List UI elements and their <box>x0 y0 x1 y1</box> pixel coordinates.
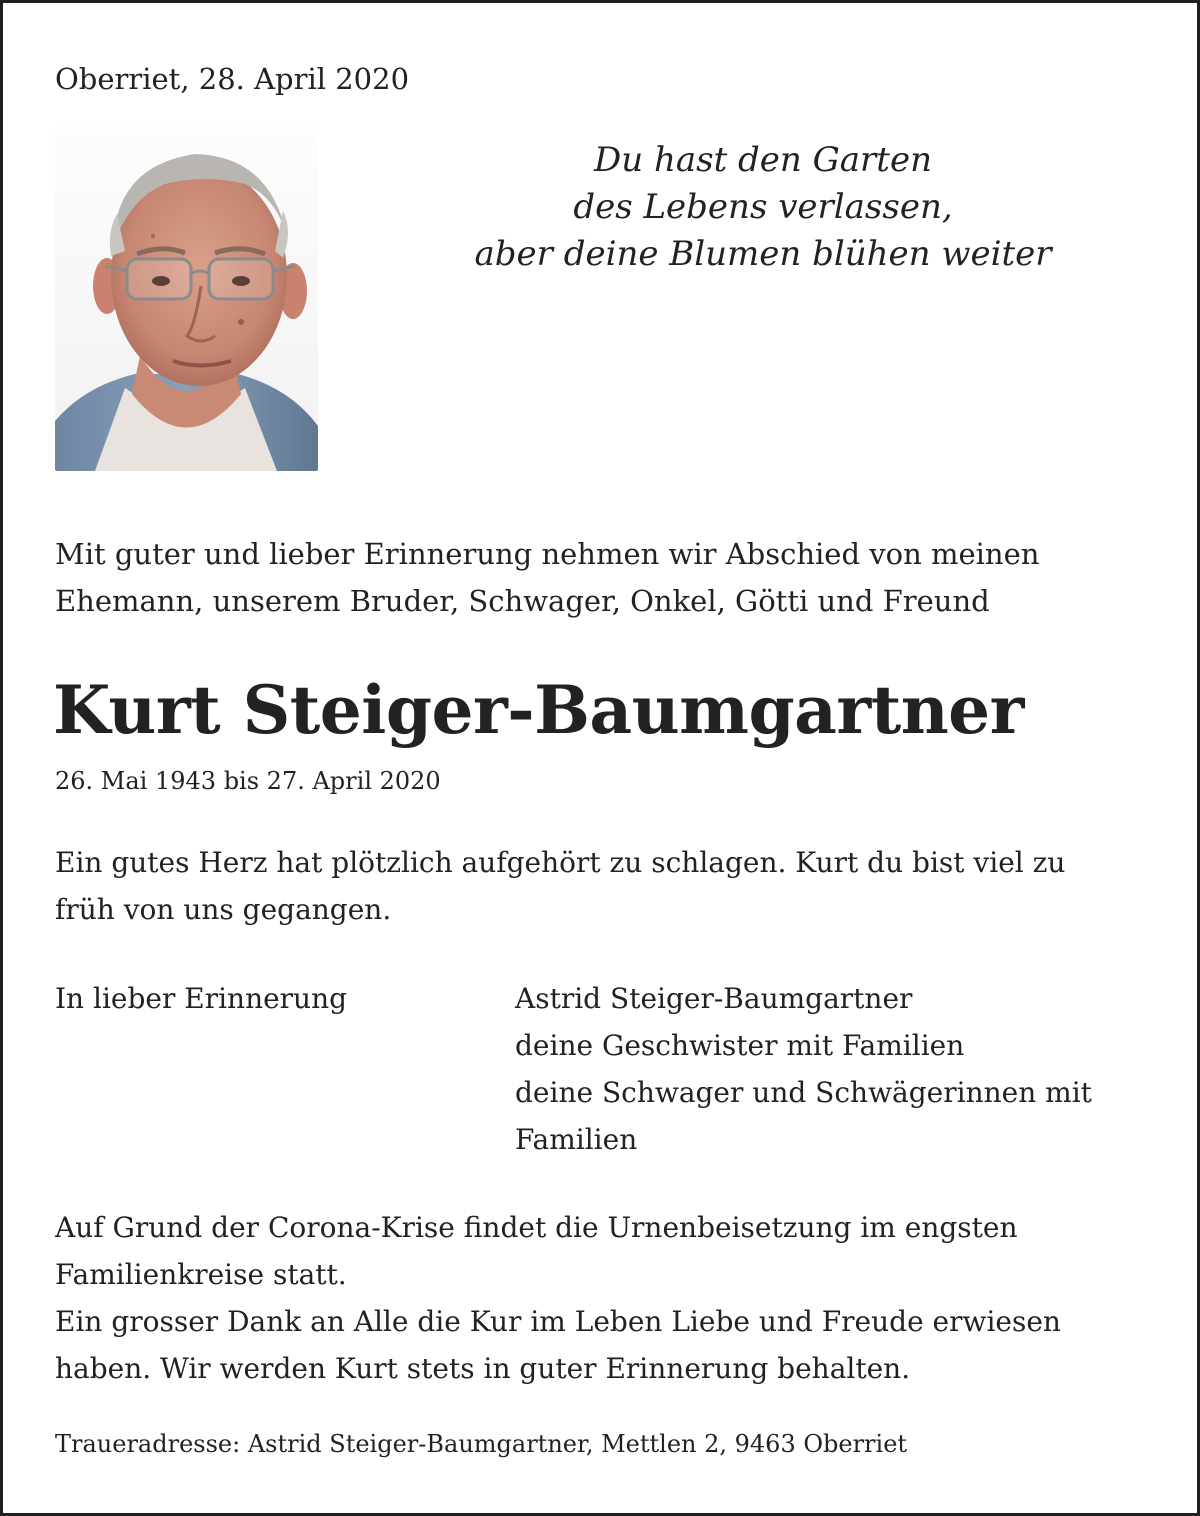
portrait-photo <box>55 126 318 471</box>
message-text <box>55 839 1155 933</box>
notice-line: haben. Wir werden Kurt stets in guter Erinnerung behalten. <box>55 1352 911 1385</box>
signer-line: deine Geschwister mit Familien <box>515 1029 965 1062</box>
signer-line: deine Schwager und Schwägerinnen mit <box>515 1076 1092 1109</box>
message-line: Ein gutes Herz hat plötzlich aufgehört zu schlagen. Kurt du bist viel zu <box>55 846 1066 879</box>
notice-line: Auf Grund der Corona-Krise findet die Urnenbeisetzung im engsten <box>55 1211 1018 1244</box>
motto-line: Du hast den Garten <box>593 140 932 180</box>
notice-line: Ein grosser Dank an Alle die Kur im Leben Liebe und Freude erwiesen <box>55 1305 1061 1338</box>
place-and-date: Oberriet, 28. April 2020 <box>55 62 410 96</box>
intro-text <box>55 531 1155 625</box>
remembrance-label: In lieber Erinnerung <box>55 982 348 1015</box>
notice-line: Familienkreise statt. <box>55 1258 347 1291</box>
signer-line: Astrid Steiger-Baumgartner <box>515 982 913 1015</box>
intro-line: Mit guter und lieber Erinnerung nehmen wir Abschied von meinen <box>55 537 1040 571</box>
mourning-address: Traueradresse: Astrid Steiger-Baumgartner, Mettlen 2, 9463 Oberriet <box>55 1430 908 1458</box>
portrait-image <box>55 126 318 471</box>
deceased-name: Kurt Steiger-Baumgartner <box>53 671 1024 749</box>
motto-verse <box>363 137 1163 278</box>
motto-line: des Lebens verlassen, <box>573 187 953 227</box>
notice-text <box>55 1204 1155 1392</box>
motto-line: aber deine Blumen blühen weiter <box>474 234 1052 274</box>
message-line: früh von uns gegangen. <box>55 893 392 926</box>
life-dates: 26. Mai 1943 bis 27. April 2020 <box>55 767 441 795</box>
intro-line: Ehemann, unserem Bruder, Schwager, Onkel, Götti und Freund <box>55 584 990 618</box>
signer-line: Familien <box>515 1123 638 1156</box>
signers-list <box>515 975 1155 1163</box>
